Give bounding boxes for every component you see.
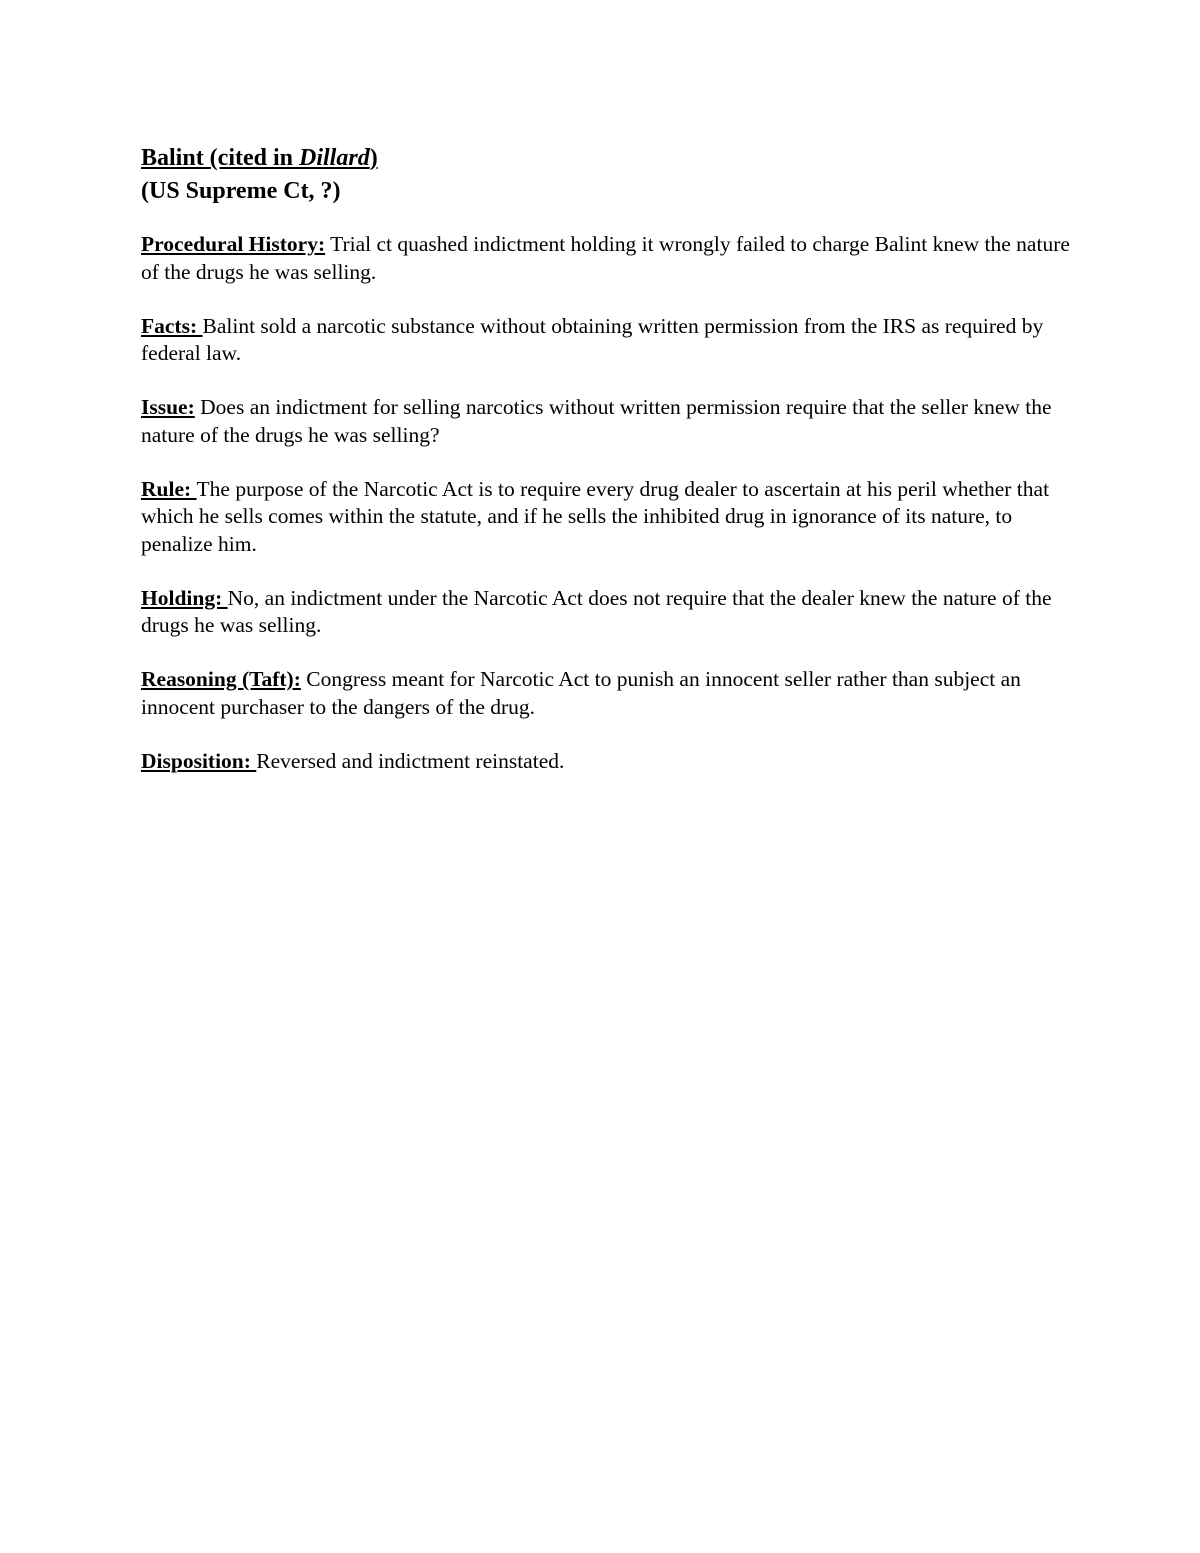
section-procedural-history bbox=[141, 231, 1076, 286]
court-text: (US Supreme Ct, ?) bbox=[141, 178, 341, 204]
document-page bbox=[141, 142, 1076, 775]
case-title-cited: Dillard bbox=[299, 145, 370, 171]
section-text: Trial ct quashed indictment holding it wrongly failed to charge Balint knew the nature of the drugs he was selling. bbox=[141, 232, 1070, 284]
section-text: Does an indictment for selling narcotics without written permission require that the seller knew the nature of the drugs he was selling? bbox=[141, 395, 1052, 447]
case-title-prefix: Balint (cited in bbox=[141, 145, 300, 171]
section-text: Congress meant for Narcotic Act to punish an innocent seller rather than subject an innocent purchaser to the dangers of the drug. bbox=[141, 667, 1021, 719]
section-label: Procedural History: bbox=[141, 232, 326, 256]
case-court bbox=[141, 175, 1076, 208]
section-label: Facts: bbox=[141, 313, 203, 338]
case-title-suffix: ) bbox=[369, 145, 378, 171]
section-text: Balint sold a narcotic substance without obtaining written permission from the IRS as required by federal law. bbox=[141, 313, 1044, 365]
section-text: The purpose of the Narcotic Act is to require every drug dealer to ascertain at his peril whether that which he sells comes within the statute, and if he sells the inhibited drug in ignorance of its nature, to penalize him. bbox=[141, 476, 1050, 556]
section-label: Rule: bbox=[141, 476, 197, 501]
section-disposition bbox=[141, 748, 1076, 776]
section-rule bbox=[141, 476, 1076, 559]
section-label: Holding: bbox=[141, 585, 228, 610]
section-holding bbox=[141, 585, 1076, 640]
case-title bbox=[141, 142, 1076, 175]
section-issue bbox=[141, 394, 1076, 449]
section-text: Reversed and indictment reinstated. bbox=[256, 748, 565, 773]
section-reasoning bbox=[141, 666, 1076, 721]
section-label: Issue: bbox=[141, 395, 195, 419]
section-facts bbox=[141, 313, 1076, 368]
section-label: Reasoning (Taft): bbox=[141, 667, 301, 691]
section-text: No, an indictment under the Narcotic Act does not require that the dealer knew the nature of the drugs he was selling. bbox=[141, 585, 1052, 637]
section-label: Disposition: bbox=[141, 748, 257, 773]
case-title-text bbox=[141, 145, 378, 171]
